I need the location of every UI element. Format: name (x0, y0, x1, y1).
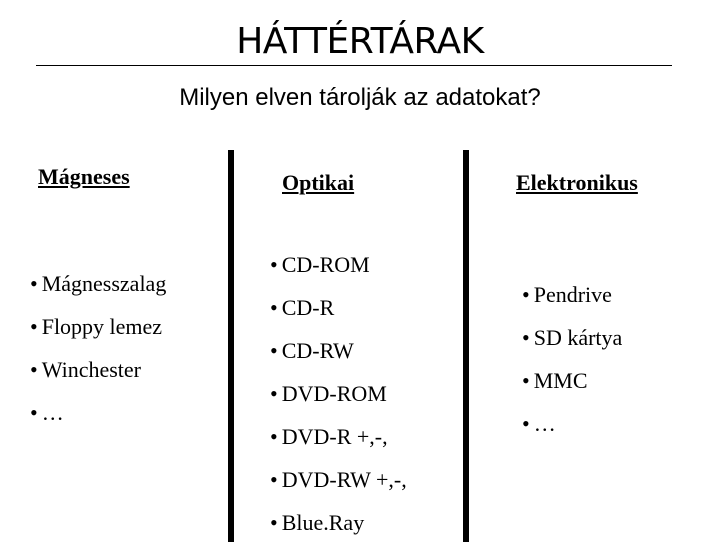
list-item: • Floppy lemez (30, 314, 163, 339)
list-item: • MMC (522, 368, 588, 393)
list-item: • CD-R (270, 295, 335, 320)
list-item: • DVD-RW +,-, (270, 467, 407, 492)
list-item: • … (522, 411, 556, 436)
divider-right (463, 150, 469, 542)
divider-left (228, 150, 234, 542)
list-item: • Blue.Ray (270, 510, 365, 535)
slide-title: HÁTTÉRTÁRAK (236, 21, 484, 62)
list-item: • CD-ROM (270, 252, 370, 277)
list-item: • Winchester (30, 357, 141, 382)
list-item: • Mágnesszalag (30, 271, 167, 296)
heading-optikai: Optikai (282, 170, 355, 195)
list-item: • DVD-ROM (270, 381, 387, 406)
list-item: • SD kártya (522, 325, 623, 350)
list-item: • … (30, 400, 64, 425)
title-underline (36, 65, 672, 66)
heading-elektronikus: Elektronikus (516, 170, 638, 195)
list-item: • Pendrive (522, 282, 612, 307)
list-item: • DVD-R +,-, (270, 424, 388, 449)
slide-subtitle: Milyen elven tárolják az adatokat? (179, 84, 541, 111)
list-item: • CD-RW (270, 338, 354, 363)
heading-magneses: Mágneses (38, 164, 130, 189)
